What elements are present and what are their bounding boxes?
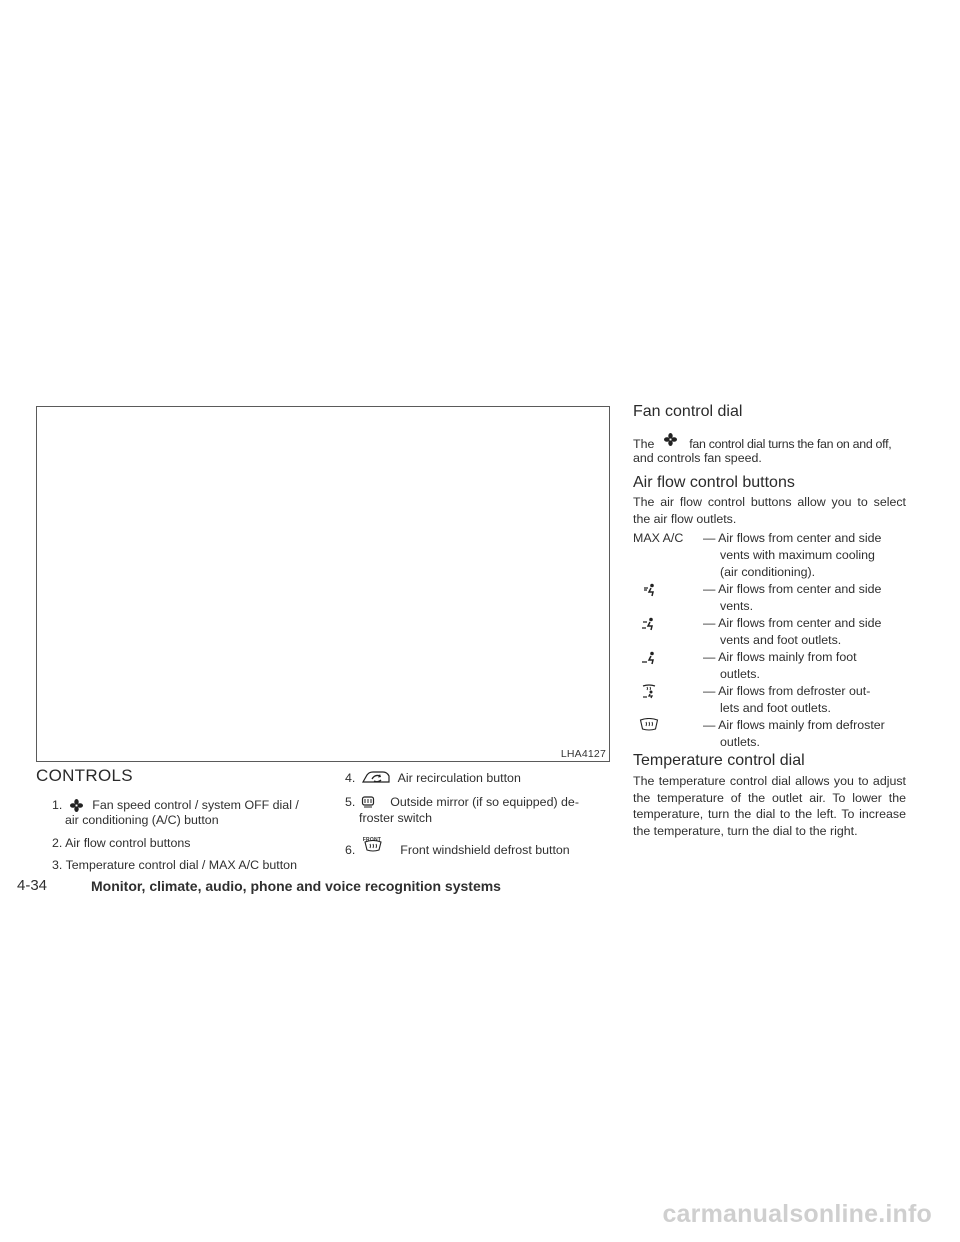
front-defrost-icon <box>363 838 383 856</box>
list-item <box>52 835 190 852</box>
vent-bilevel-icon <box>641 617 657 636</box>
vent-foot-icon <box>641 651 657 670</box>
item-text-cont: froster switch <box>359 811 432 825</box>
airflow-row-text: vents with maximum cooling <box>720 548 875 562</box>
airflow-row-text: — Air flows mainly from defroster <box>703 718 885 732</box>
airflow-row-text: outlets. <box>720 667 760 681</box>
airflow-row-text: — Air flows from center and side <box>703 582 882 596</box>
fan-icon <box>664 433 677 451</box>
controls-heading: CONTROLS <box>36 766 133 785</box>
list-item <box>345 838 570 859</box>
defrost-icon <box>639 718 659 736</box>
figure-label: LHA4127 <box>560 748 606 760</box>
airflow-intro: The air flow control buttons allow you to select the air flow outlets. <box>633 495 906 526</box>
item-number: 6. <box>345 843 356 857</box>
item-text: Air recirculation button <box>397 771 521 785</box>
item-number: 1. <box>52 798 63 812</box>
airflow-row-text: outlets. <box>720 735 760 749</box>
item-text: Fan speed control / system OFF dial / <box>92 798 299 812</box>
fan-control-pre: The <box>633 437 655 451</box>
item-text: Outside mirror (if so equipped) de- <box>390 795 579 809</box>
airflow-row-text: vents and foot outlets. <box>720 633 842 647</box>
temperature-text: The temperature control dial allows you to adjust the temperature of the outlet air. To lower the temperature, turn the dial to the left. To increase the temperature, turn the dial to the right. <box>633 774 906 838</box>
airflow-row-text: lets and foot outlets. <box>720 701 831 715</box>
temperature-heading: Temperature control dial <box>633 752 805 769</box>
airflow-row-text: — Air flows from defroster out- <box>703 684 871 698</box>
airflow-row-text: — Air flows from center and side <box>703 531 882 545</box>
page-number: 4-34 <box>17 877 48 894</box>
fan-control-heading: Fan control dial <box>633 403 743 420</box>
item-number: 3. <box>52 858 63 872</box>
airflow-row-text: — Air flows mainly from foot <box>703 650 857 664</box>
front-icon-label: FRONT <box>362 837 382 843</box>
item-number: 4. <box>345 771 356 785</box>
airflow-heading: Air flow control buttons <box>633 474 795 491</box>
fan-control-line1: fan control dial turns the fan on and off, <box>689 437 892 451</box>
list-item <box>52 857 297 874</box>
item-number: 2. <box>52 836 63 850</box>
fan-control-text <box>633 433 891 453</box>
section-title: Monitor, climate, audio, phone and voice recognition systems <box>91 878 501 894</box>
airflow-row-text: — Air flows from center and side <box>703 616 882 630</box>
watermark: carmanualsonline.info <box>662 1200 932 1228</box>
airflow-row-text: (air conditioning). <box>720 565 816 579</box>
vent-face-icon <box>643 583 657 602</box>
max-ac-label: MAX A/C <box>633 531 684 545</box>
vent-defrost-foot-icon <box>641 684 657 704</box>
controls-figure <box>36 406 610 762</box>
item-text: Air flow control buttons <box>65 836 191 850</box>
item-text-cont: air conditioning (A/C) button <box>65 813 219 827</box>
item-number: 5. <box>345 795 356 809</box>
fan-control-line2: and controls fan speed. <box>633 451 762 465</box>
airflow-row-text: vents. <box>720 599 754 613</box>
item-text: Temperature control dial / MAX A/C button <box>65 858 297 872</box>
recirculation-icon <box>361 771 391 790</box>
list-item <box>345 770 521 790</box>
item-text: Front windshield defrost button <box>400 843 570 857</box>
